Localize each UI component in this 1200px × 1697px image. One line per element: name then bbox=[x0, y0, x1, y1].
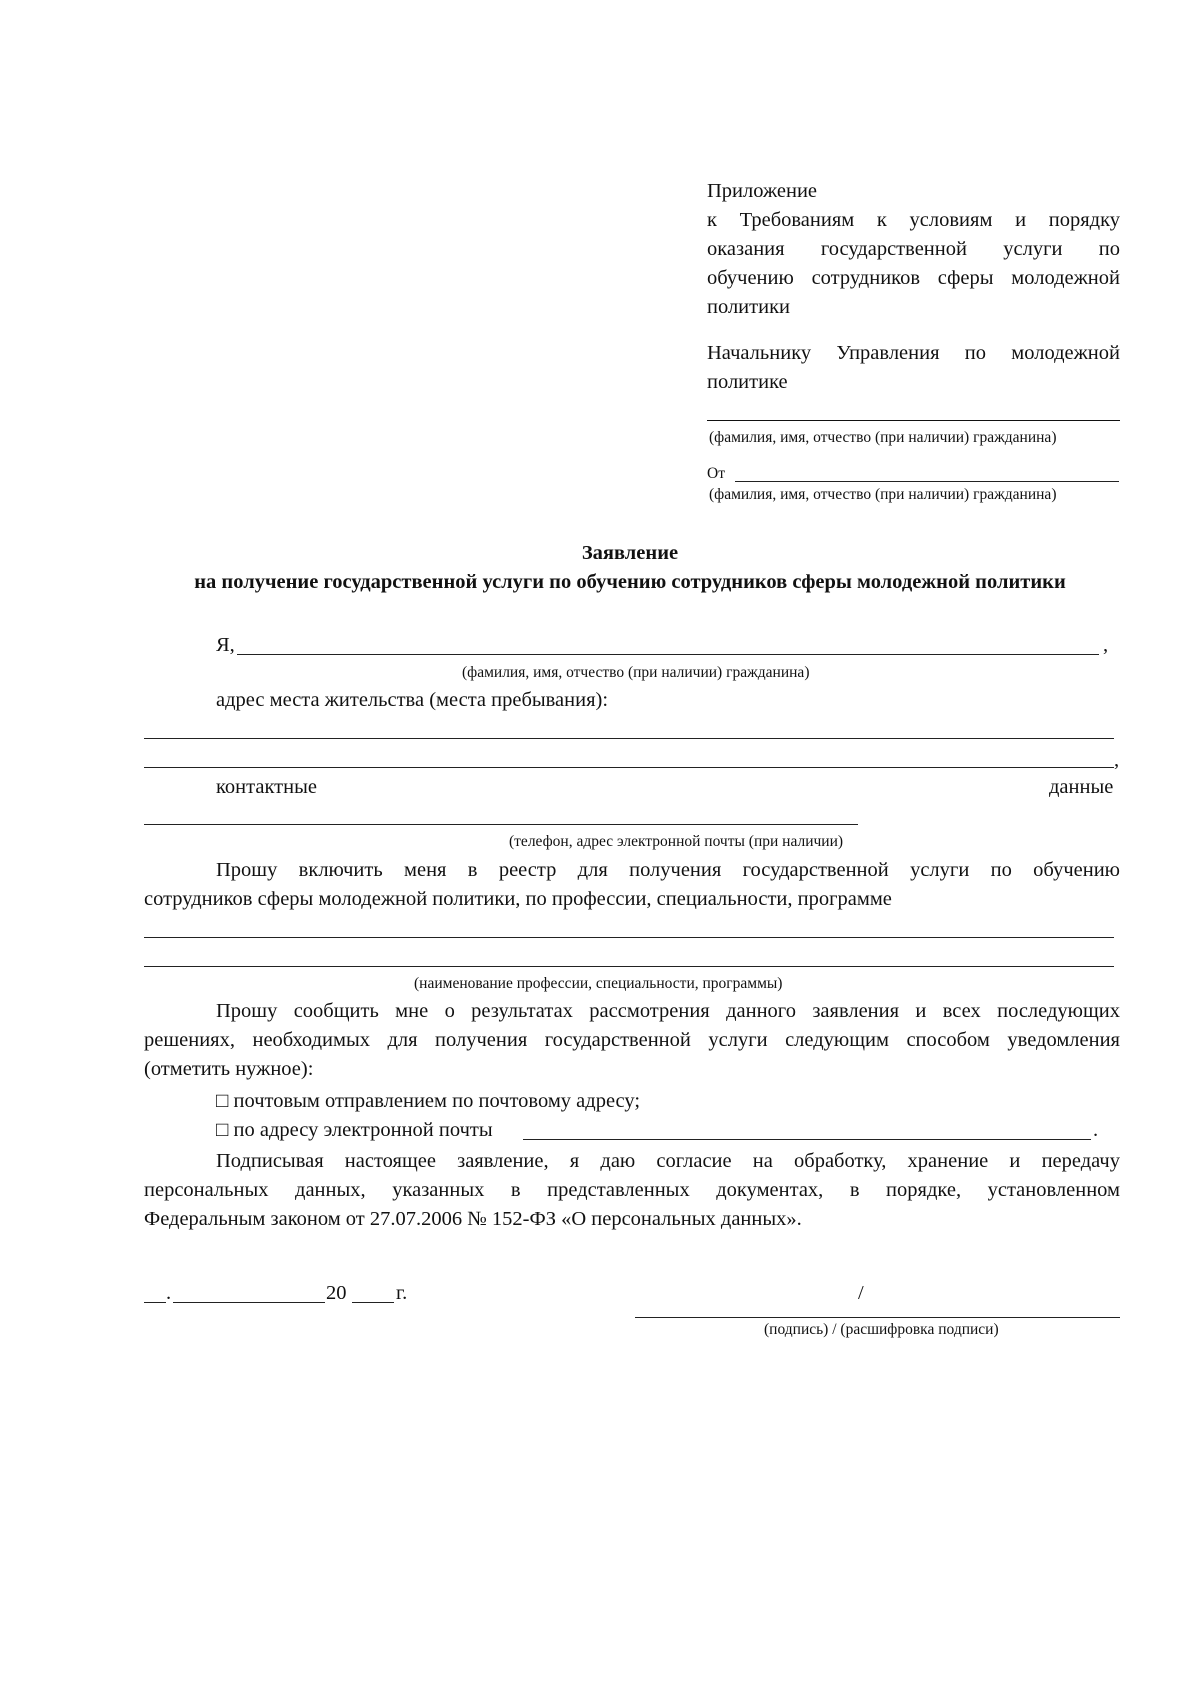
from-name-hint: (фамилия, имя, отчество (при наличии) гражданина) bbox=[709, 486, 1057, 503]
appendix-title: Приложение bbox=[707, 180, 818, 202]
program-line-1[interactable] bbox=[144, 937, 1114, 938]
address-label: адрес места жительства (места пребывания): bbox=[216, 689, 609, 711]
date-year-line[interactable] bbox=[352, 1302, 394, 1303]
name-comma: , bbox=[1103, 634, 1109, 656]
email-line[interactable] bbox=[523, 1139, 1091, 1140]
date-day-line[interactable] bbox=[144, 1302, 166, 1303]
from-prefix: От bbox=[707, 465, 725, 482]
contacts-line[interactable] bbox=[144, 824, 858, 825]
addressee-name-line[interactable] bbox=[707, 420, 1120, 421]
consent-line-3: Федеральным законом от 27.07.2006 № 152-ФЗ «О персональных данных». bbox=[144, 1208, 802, 1230]
applicant-name-line[interactable] bbox=[237, 654, 1099, 655]
appendix-line-1: к Требованиям к условиям и порядку bbox=[707, 209, 1120, 231]
address-line-2[interactable] bbox=[144, 767, 1114, 768]
year-suffix: г. bbox=[396, 1282, 408, 1304]
document-subtitle: на получение государственной услуги по обучению сотрудников сферы молодежной политики bbox=[194, 571, 1066, 593]
address-line-1[interactable] bbox=[144, 738, 1114, 739]
contacts-hint: (телефон, адрес электронной почты (при наличии) bbox=[509, 833, 844, 850]
contacts-word-1: контактные bbox=[216, 776, 317, 798]
from-name-line[interactable] bbox=[735, 481, 1119, 482]
date-dot: . bbox=[166, 1282, 172, 1304]
email-period: . bbox=[1093, 1119, 1099, 1141]
appendix-line-4: политики bbox=[707, 296, 791, 318]
notify-line-2: решениях, необходимых для получения государственной услуги следующим способом уведомления bbox=[144, 1029, 1120, 1051]
request-line-2: сотрудников сферы молодежной политики, по профессии, специальности, программе bbox=[144, 888, 892, 910]
appendix-line-3: обучению сотрудников сферы молодежной bbox=[707, 267, 1120, 289]
year-prefix: 20 bbox=[326, 1282, 347, 1304]
consent-line-1: Подписывая настоящее заявление, я даю согласие на обработку, хранение и передачу bbox=[216, 1150, 1120, 1172]
applicant-name-hint: (фамилия, имя, отчество (при наличии) гражданина) bbox=[462, 664, 810, 681]
addressee-name-hint: (фамилия, имя, отчество (при наличии) гражданина) bbox=[709, 429, 1057, 446]
program-line-2[interactable] bbox=[144, 966, 1114, 967]
signature-slash: / bbox=[858, 1282, 864, 1304]
i-prefix: Я, bbox=[216, 634, 235, 656]
consent-line-2: персональных данных, указанных в представленных документах, в порядке, установленном bbox=[144, 1179, 1120, 1201]
addressee-line-1: Начальнику Управления по молодежной bbox=[707, 342, 1120, 364]
option-post-checkbox[interactable]: □ почтовым отправлением по почтовому адресу; bbox=[216, 1090, 641, 1112]
notify-line-3: (отметить нужное): bbox=[144, 1058, 314, 1080]
address-comma: , bbox=[1114, 749, 1120, 771]
signature-hint: (подпись) / (расшифровка подписи) bbox=[764, 1321, 999, 1338]
addressee-line-2: политике bbox=[707, 371, 788, 393]
request-line-1: Прошу включить меня в реестр для получения государственной услуги по обучению bbox=[216, 859, 1120, 881]
option-email-checkbox[interactable]: □ по адресу электронной почты bbox=[216, 1119, 493, 1141]
signature-line[interactable] bbox=[635, 1317, 1120, 1318]
contacts-word-2: данные bbox=[1049, 776, 1114, 798]
notify-line-1: Прошу сообщить мне о результатах рассмотрения данного заявления и всех последующих bbox=[216, 1000, 1120, 1022]
document-title: Заявление bbox=[581, 542, 679, 564]
appendix-line-2: оказания государственной услуги по bbox=[707, 238, 1120, 260]
program-hint: (наименование профессии, специальности, программы) bbox=[414, 975, 783, 992]
date-month-line[interactable] bbox=[173, 1302, 325, 1303]
